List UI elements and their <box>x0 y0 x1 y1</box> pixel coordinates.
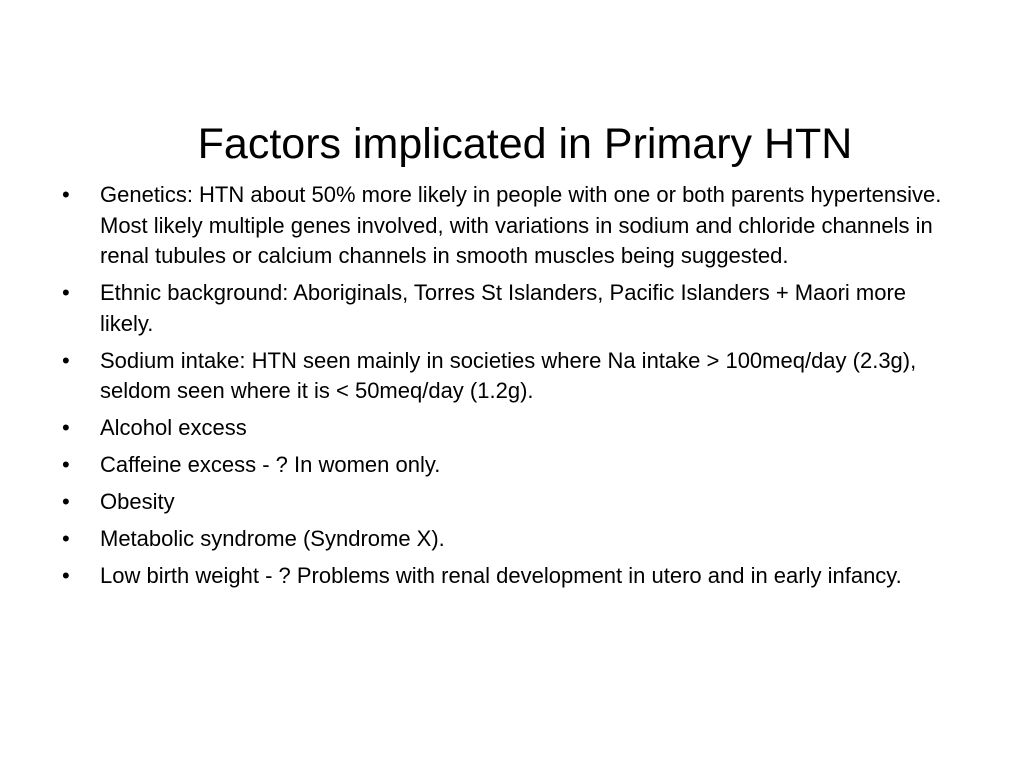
bullet-item-sodium-intake <box>58 346 963 407</box>
slide-title: Factors implicated in Primary HTN <box>197 120 853 168</box>
bullet-item-genetics <box>58 180 963 272</box>
bullet-text: Obesity <box>100 489 175 514</box>
bullet-text: Ethnic background: Aboriginals, Torres St Islanders, Pacific Islanders + Maori more likely. <box>100 280 913 336</box>
bullet-list <box>58 180 963 598</box>
bullet-icon: • <box>62 489 70 514</box>
bullet-item-obesity <box>58 487 963 518</box>
bullet-text: Low birth weight - ? Problems with renal development in utero and in early infancy. <box>100 563 902 588</box>
bullet-item-low-birth-weight <box>58 561 963 592</box>
bullet-icon: • <box>62 526 70 551</box>
bullet-item-ethnic-background <box>58 278 963 339</box>
bullet-text: Caffeine excess - ? In women only. <box>100 452 441 477</box>
bullet-icon: • <box>62 415 70 440</box>
bullet-text: Metabolic syndrome (Syndrome X). <box>100 526 445 551</box>
bullet-text: Genetics: HTN about 50% more likely in people with one or both parents hypertensive. Most likely multiple genes involved, with variations in sodium and chloride channels in renal tubules or calcium channels in smooth muscles being suggested. <box>100 182 954 268</box>
bullet-icon: • <box>62 563 70 588</box>
bullet-text: Alcohol excess <box>100 415 247 440</box>
bullet-icon: • <box>62 452 70 477</box>
bullet-icon: • <box>62 182 70 207</box>
bullet-text: Sodium intake: HTN seen mainly in societies where Na intake > 100meq/day (2.3g), seldom seen where it is < 50meq/day (1.2g). <box>100 347 923 403</box>
bullet-icon: • <box>62 280 70 305</box>
bullet-item-caffeine <box>58 450 963 481</box>
bullet-item-metabolic-syndrome <box>58 524 963 555</box>
bullet-icon: • <box>62 347 70 373</box>
bullet-item-alcohol <box>58 413 963 444</box>
